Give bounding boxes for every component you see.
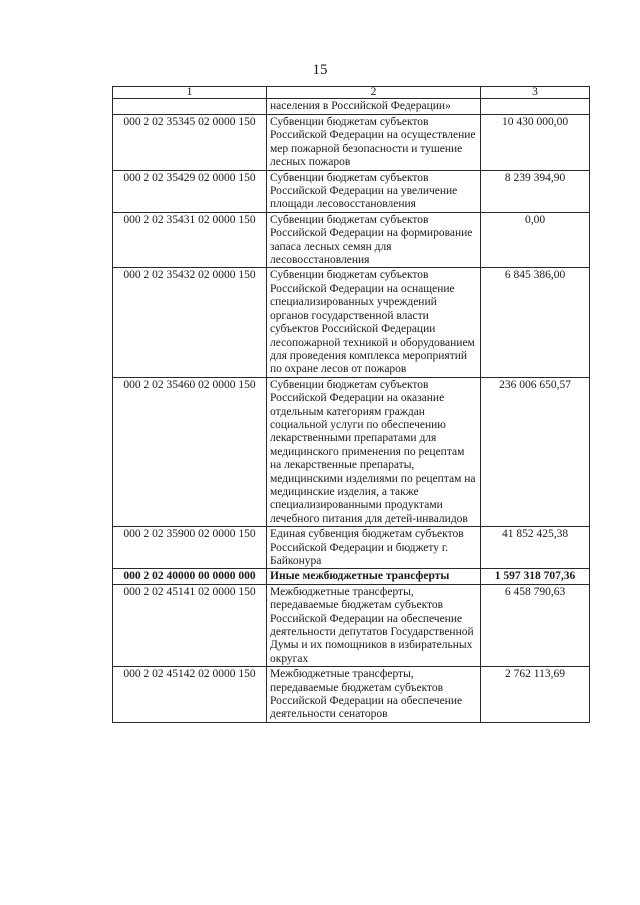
row-code: 000 2 02 35432 02 0000 150 — [113, 268, 267, 377]
row-name: Межбюджетные трансферты, передаваемые бюджетам субъектов Российской Федерации на обеспечение деятельности депутатов Государственной Думы и их помощников в избирательных округах — [267, 584, 481, 666]
row-code — [113, 99, 267, 115]
row-amount: 10 430 000,00 — [481, 115, 590, 171]
row-name: Субвенции бюджетам субъектов Российской Федерации на увеличение площади лесовосстановления — [267, 170, 481, 212]
table-row — [113, 212, 590, 268]
row-name: Субвенции бюджетам субъектов Российской Федерации на оказание отдельным категориям граждан социальной услуги по обеспечению лекарственными препаратами для медицинского применения по рецептам на лекарственные препараты, медицинскими изделиями по рецептам на медицинские изделия, а также специализированными продуктами лечебного питания для детей-инвалидов — [267, 377, 481, 526]
budget-table — [112, 86, 590, 723]
row-amount — [481, 99, 590, 115]
table-row — [113, 115, 590, 171]
row-amount: 41 852 425,38 — [481, 527, 590, 569]
row-code: 000 2 02 45142 02 0000 150 — [113, 667, 267, 723]
row-amount: 2 762 113,69 — [481, 667, 590, 723]
header-col-1: 1 — [113, 87, 267, 99]
table-row — [113, 667, 590, 723]
row-code: 000 2 02 35460 02 0000 150 — [113, 377, 267, 526]
row-name: Субвенции бюджетам субъектов Российской Федерации на формирование запаса лесных семян для лесовосстановления — [267, 212, 481, 268]
table-row — [113, 377, 590, 526]
row-code: 000 2 02 35429 02 0000 150 — [113, 170, 267, 212]
page-number: 15 — [312, 62, 328, 78]
row-name: Единая субвенция бюджетам субъектов Российской Федерации и бюджету г. Байконура — [267, 527, 481, 569]
row-name: Субвенции бюджетам субъектов Российской Федерации на оснащение специализированных учреждений органов государственной власти субъектов Российской Федерации лесопожарной техникой и оборудованием для проведения комплекса мероприятий по охране лесов от пожаров — [267, 268, 481, 377]
row-amount: 6 845 386,00 — [481, 268, 590, 377]
row-name: Межбюджетные трансферты, передаваемые бюджетам субъектов Российской Федерации на обеспечение деятельности сенаторов — [267, 667, 481, 723]
table-row-total — [113, 569, 590, 584]
table-row — [113, 170, 590, 212]
row-code: 000 2 02 45141 02 0000 150 — [113, 584, 267, 666]
table-row — [113, 584, 590, 666]
table-row — [113, 99, 590, 115]
row-amount: 8 239 394,90 — [481, 170, 590, 212]
table-row — [113, 268, 590, 377]
row-name: Субвенции бюджетам субъектов Российской Федерации на осуществление мер пожарной безопасности и тушение лесных пожаров — [267, 115, 481, 171]
row-code: 000 2 02 35345 02 0000 150 — [113, 115, 267, 171]
row-amount: 236 006 650,57 — [481, 377, 590, 526]
header-row — [113, 87, 590, 99]
header-col-3: 3 — [481, 87, 590, 99]
row-amount: 0,00 — [481, 212, 590, 268]
row-amount: 1 597 318 707,36 — [481, 569, 590, 584]
row-name: Иные межбюджетные трансферты — [267, 569, 481, 584]
row-name: населения в Российской Федерации» — [267, 99, 481, 115]
row-code: 000 2 02 35431 02 0000 150 — [113, 212, 267, 268]
row-amount: 6 458 790,63 — [481, 584, 590, 666]
header-col-2: 2 — [267, 87, 481, 99]
row-code: 000 2 02 35900 02 0000 150 — [113, 527, 267, 569]
row-code: 000 2 02 40000 00 0000 000 — [113, 569, 267, 584]
table-row — [113, 527, 590, 569]
